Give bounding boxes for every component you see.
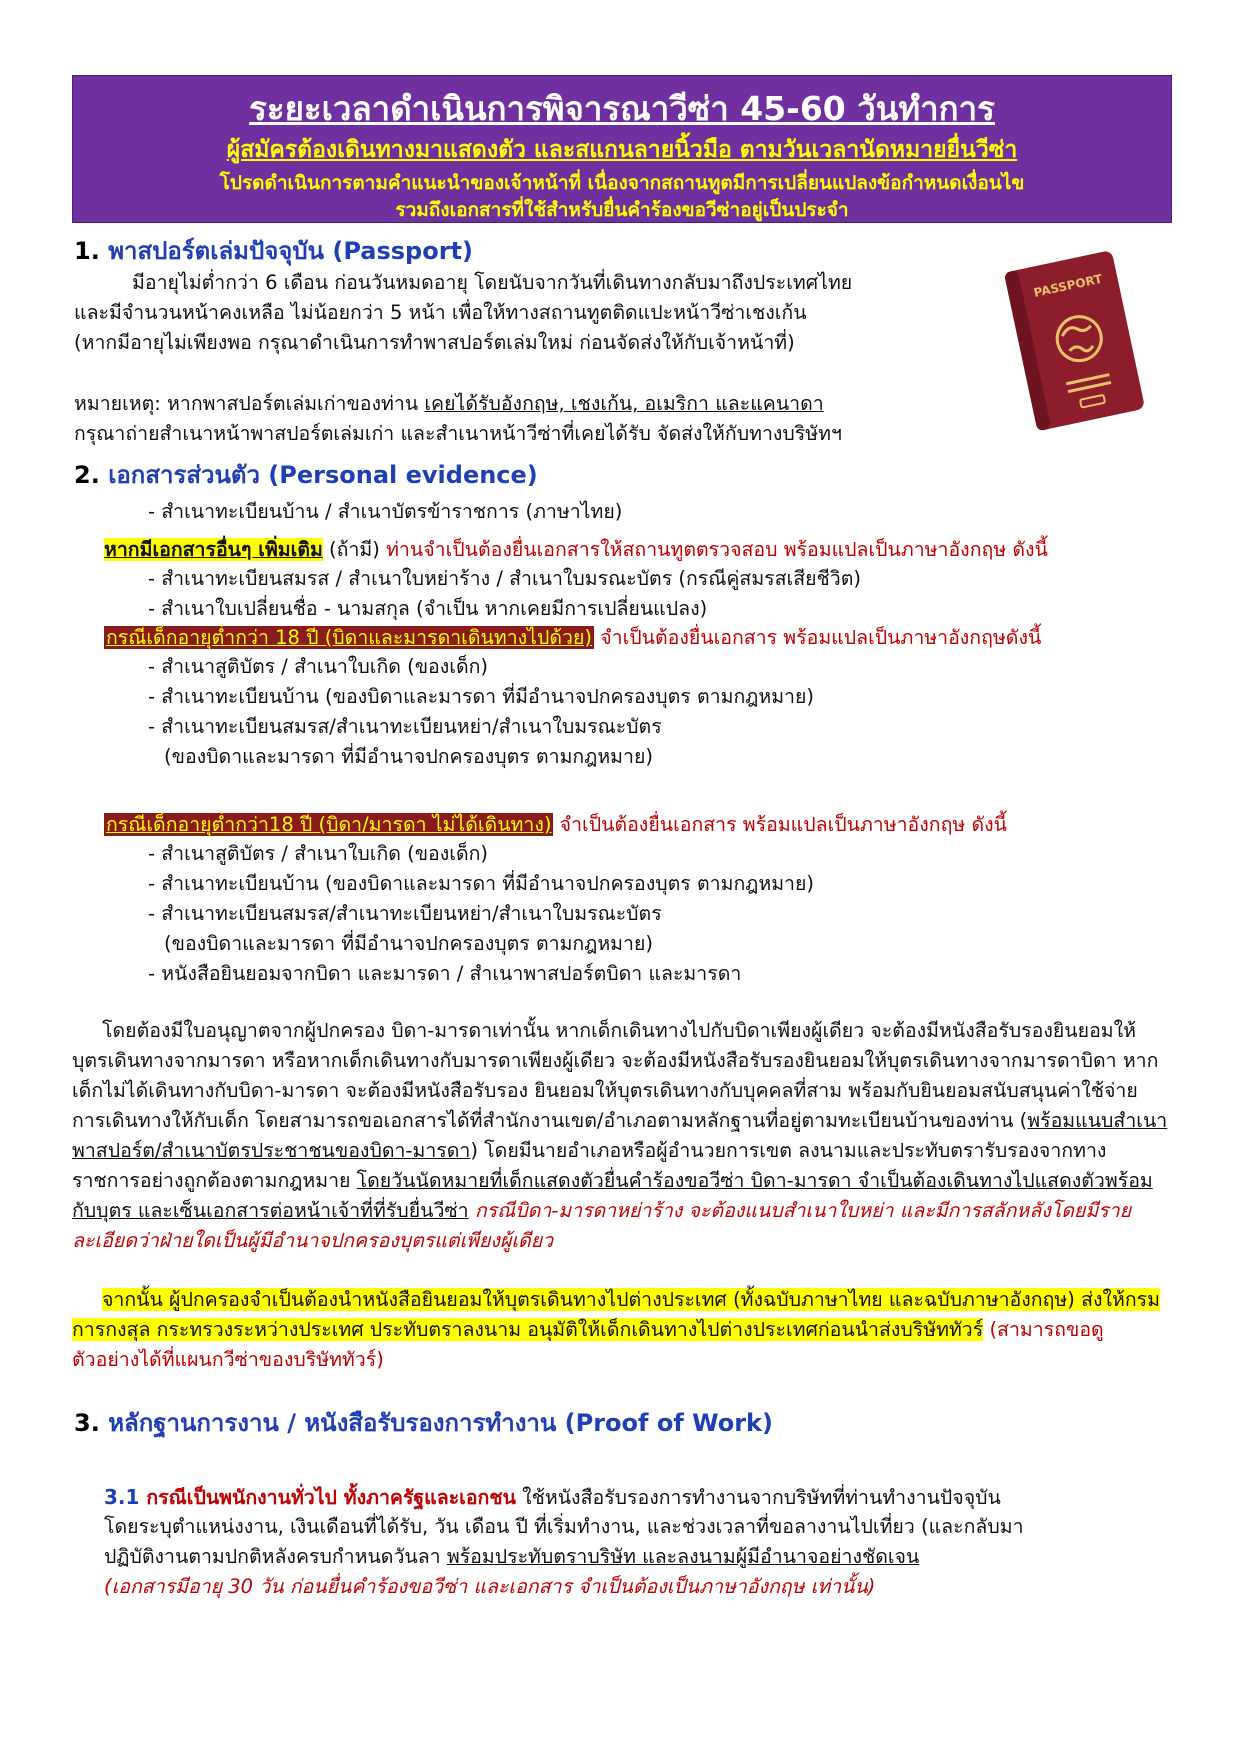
section1-heading xyxy=(74,238,473,264)
passport-icon xyxy=(998,248,1148,438)
section2-number: 2. xyxy=(74,461,100,489)
section2-child2-item-3: - สำเนาทะเบียนสมรส/สำเนาทะเบียนหย่า/สำเนาใบมรณะบัตร xyxy=(148,902,662,925)
section2-para-b-highlight: จากนั้น ผู้ปกครองจำเป็นต้องนำหนังสือยินยอมให้บุตรเดินทางไปต่างประเทศ (ทั้งฉบับภาษาไทย และฉบับภาษาอังกฤษ) ส่งให้กรมการกงสุล กระทรวงระหว่างประเทศ ประทับตราลงนาม อนุมัติให้เด็กเดินทางไปต่างประเทศก่อนนำส่งบริษัททัวร์ xyxy=(72,1288,1160,1341)
section2-heading xyxy=(74,462,538,488)
section1-number: 1. xyxy=(74,237,100,265)
section2-child2-item-1: - สำเนาสูติบัตร / สำเนาใบเกิด (ของเด็ก) xyxy=(148,842,489,865)
section2-child1-item-1: - สำเนาสูติบัตร / สำเนาใบเกิด (ของเด็ก) xyxy=(148,655,489,678)
section1-text-2: และมีจำนวนหน้าคงเหลือ ไม่น้อยกว่า 5 หน้า เพื่อให้ทางสถานทูตติดแปะหน้าวีซ่าเชงเก้น xyxy=(74,301,807,324)
section1-text-3: (หากมีอายุไม่เพียงพอ กรุณาดำเนินการทำพาสปอร์ตเล่มใหม่ ก่อนจัดส่งให้กับเจ้าหน้าที่) xyxy=(74,331,795,354)
section1-note-prefix: หมายเหตุ: หากพาสปอร์ตเล่มเก่าของท่าน xyxy=(74,392,425,415)
section2-child2-label: กรณีเด็กอายุต่ำกว่า18 ปี (บิดา/มารดา ไม่ได้เดินทาง) xyxy=(106,813,552,836)
section2-para-a: โดยต้องมีใบอนุญาตจากผู้ปกครอง บิดา-มารดาเท่านั้น หากเด็กเดินทางไปกับบิดาเพียงผู้เดียว จะต้องมีหนังสือรับรองยินยอมให้บุตรเดินทางจากมารดา หรือหากเด็กเดินทางกับมารดาเพียงผู้เดียว จะต้องมีหนังสือรับรองยินยอมให้บุตรเดินทางจากมารดาบิดา หากเด็กไม่ได้เดินทางกับบิดา-มารดา จะต้องมีหนังสือรับรอง ยินยอมให้บุตรเดินทางกับบุคคลที่สาม พร้อมกับยินยอมสนับสนุนค่าใช้จ่ายการเดินทางให้กับเด็ก โดยสามารถขอเอกสารได้ที่สำนักงานเขต/อำเภอตามหลักฐานที่อยู่ตามทะเบียนบ้านของท่าน ( xyxy=(72,1019,1159,1132)
header-note-2: รวมถึงเอกสารที่ใช้สำหรับยื่นคำร้องขอวีซ่าอยู่เป็นประจำ xyxy=(395,199,849,221)
section2-child1-label: กรณีเด็กอายุต่ำกว่า 18 ปี (บิดาและมารดาเดินทางไปด้วย) xyxy=(106,626,592,649)
section3-line-3a: ปฏิบัติงานตามปกติหลังครบกำหนดวันลา xyxy=(104,1545,447,1568)
header-title: ระยะเวลาดำเนินการพิจารณาวีซ่า 45-60 วันทำการ xyxy=(249,89,995,128)
section2-child1-red: จำเป็นต้องยื่นเอกสาร พร้อมแปลเป็นภาษาอังกฤษดังนี้ xyxy=(594,626,1042,649)
section3-number: 3. xyxy=(74,1409,100,1437)
section3-sub-row xyxy=(104,1484,1001,1511)
section2-item-1: - สำเนาทะเบียนบ้าน / สำเนาบัตรข้าราชการ (ภาษาไทย) xyxy=(148,500,623,523)
section2-extra-label: หากมีเอกสารอื่นๆ เพิ่มเติม xyxy=(104,538,323,561)
section2-extra-row xyxy=(104,537,1048,563)
section2-child2-item-2: - สำเนาทะเบียนบ้าน (ของบิดาและมารดา ที่มีอำนาจปกครองบุตร ตามกฎหมาย) xyxy=(148,872,815,895)
passport-label: PASSPORT xyxy=(1032,271,1104,300)
section3-sub-title: กรณีเป็นพนักงานทั่วไป ทั้งภาครัฐและเอกชน xyxy=(146,1486,516,1509)
section2-child2-item-5: - หนังสือยินยอมจากบิดา และมารดา / สำเนาพาสปอร์ตบิดา และมารดา xyxy=(148,962,742,985)
header-note-1: โปรดดำเนินการตามคำแนะนำของเจ้าหน้าที่ เนื่องจากสถานทูตมีการเปลี่ยนแปลงข้อกำหนดเงื่อนไข xyxy=(219,172,1025,194)
section2-para-a-red: กรณีบิดา-มารดาหย่าร้าง จะต้องแนบสำเนาใบหย่า และมีการสลักหลังโดยมีรายละเอียดว่าฝ่ายใดเป็นผู้มีอำนาจปกครองบุตรแต่เพียงผู้เดียว xyxy=(72,1199,1132,1252)
section2-para-a-underline-1: พร้อมแนบสำเนาพาสปอร์ต/สำเนาบัตรประชาชนของบิดา-มารดา xyxy=(72,1109,1168,1162)
section3-heading xyxy=(74,1410,773,1436)
section1-note-2: กรุณาถ่ายสำเนาหน้าพาสปอร์ตเล่มเก่า และสำเนาหน้าวีซ่าที่เคยได้รับ จัดส่งให้กับทางบริษัทฯ xyxy=(74,422,842,445)
section1-note-underline: เคยได้รับอังกฤษ, เชงเก้น, อเมริกา และแคนาดา xyxy=(424,392,824,415)
section1-text-1: มีอายุไม่ต่ำกว่า 6 เดือน ก่อนวันหมดอายุ โดยนับจากวันที่เดินทางกลับมาถึงประเทศไทย xyxy=(132,271,853,294)
section2-child2-red: จำเป็นต้องยื่นเอกสาร พร้อมแปลเป็นภาษาอังกฤษ ดังนี้ xyxy=(553,813,1007,836)
section3-line-4: (เอกสารมีอายุ 30 วัน ก่อนยื่นคำร้องขอวีซ่า และเอกสาร จำเป็นต้องเป็นภาษาอังกฤษ เท่านั้น) xyxy=(104,1575,876,1598)
section2-child1-item-4: (ของบิดาและมารดา ที่มีอำนาจปกครองบุตร ตามกฎหมาย) xyxy=(164,745,654,768)
section3-title: หลักฐานการงาน / หนังสือรับรองการทำงาน (Proof of Work) xyxy=(108,1409,773,1437)
section2-child1-item-3: - สำเนาทะเบียนสมรส/สำเนาทะเบียนหย่า/สำเนาใบมรณะบัตร xyxy=(148,715,662,738)
section2-extra-item-1: - สำเนาทะเบียนสมรส / สำเนาใบหย่าร้าง / สำเนาใบมรณะบัตร (กรณีคู่สมรสเสียชีวิต) xyxy=(148,567,861,590)
section3-line-2: โดยระบุตำแหน่งงาน, เงินเดือนที่ได้รับ, วัน เดือน ปี ที่เริ่มทำงาน, และช่วงเวลาที่ขอลางานไปเที่ยว (และกลับมา xyxy=(104,1515,1024,1538)
section2-child2-item-4: (ของบิดาและมารดา ที่มีอำนาจปกครองบุตร ตามกฎหมาย) xyxy=(164,932,654,955)
section2-extra-mid: (ถ้ามี) xyxy=(322,538,387,561)
section2-extra-item-2: - สำเนาใบเปลี่ยนชื่อ - นามสกุล (จำเป็น หากเคยมีการเปลี่ยนแปลง) xyxy=(148,597,708,620)
section2-paragraph-consulate xyxy=(72,1285,1170,1375)
section2-para-b-red: (สามารถขอดูตัวอย่างได้ที่แผนกวีซ่าของบริษัททัวร์) xyxy=(72,1318,1104,1371)
section2-child1-item-2: - สำเนาทะเบียนบ้าน (ของบิดาและมารดา ที่มีอำนาจปกครองบุตร ตามกฎหมาย) xyxy=(148,685,815,708)
header-subtitle: ผู้สมัครต้องเดินทางมาแสดงตัว และสแกนลายนิ้วมือ ตามวันเวลานัดหมายยื่นวีซ่า xyxy=(226,137,1018,163)
section2-para-a-underline-2: โดยวันนัดหมายที่เด็กแสดงตัวยื่นคำร้องขอวีซ่า บิดา-มารดา จำเป็นต้องเดินทางไปแสดงตัวพร้อมกับบุตร และเซ็นเอกสารต่อหน้าเจ้าที่ที่รับยื่นวีซ่า xyxy=(72,1169,1153,1222)
section2-paragraph-consent xyxy=(72,1016,1170,1256)
section1-title: พาสปอร์ตเล่มปัจจุบัน (Passport) xyxy=(108,237,473,265)
section2-extra-red: ท่านจำเป็นต้องยื่นเอกสารให้สถานทูตตรวจสอบ พร้อมแปลเป็นภาษาอังกฤษ ดังนี้ xyxy=(386,538,1048,561)
section3-sub-number: 3.1 xyxy=(104,1485,147,1509)
section3-line-3 xyxy=(104,1544,919,1570)
header-banner xyxy=(72,75,1172,223)
section2-child2-row xyxy=(104,812,1007,838)
section2-child1-row xyxy=(104,625,1041,651)
section1-note xyxy=(74,391,824,417)
section2-para-a-2: ) โดยมีนายอำเภอหรือผู้อำนวยการเขต ลงนามและประทับตรารับรองจากทางราชการอย่างถูกต้องตามกฎหมาย xyxy=(72,1139,1107,1192)
section3-sub-text: ใช้หนังสือรับรองการทำงานจากบริษัทที่ท่านทำงานปัจจุบัน xyxy=(515,1486,1001,1509)
section3-line-3-underline: พร้อมประทับตราบริษัท และลงนามผู้มีอำนาจอย่างชัดเจน xyxy=(446,1545,920,1568)
section2-title: เอกสารส่วนตัว (Personal evidence) xyxy=(108,461,538,489)
